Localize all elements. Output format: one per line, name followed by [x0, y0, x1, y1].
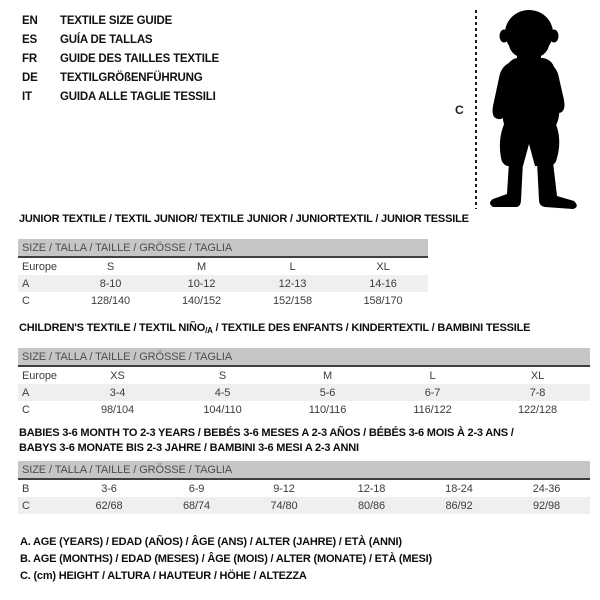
children-section-title: [19, 322, 530, 335]
cell: XL: [530, 369, 545, 382]
cell: 14-16: [369, 277, 397, 290]
size-header-label: SIZE / TALLA / TAILLE / GRÖSSE / TAGLIA: [18, 239, 428, 257]
language-item-fr: [22, 50, 219, 69]
junior-size-header-row: [18, 239, 428, 257]
language-item-it: [22, 88, 219, 107]
language-code: EN: [22, 15, 38, 27]
babies-title-line1: BABIES 3-6 MONTH TO 2-3 YEARS / BEBÉS 3-6 MESES A 2-3 AÑOS / BÉBÉS 3-6 MOIS À 2-3 ANS /: [19, 427, 514, 439]
row-label: C: [22, 403, 30, 416]
children-size-header-row: [18, 348, 590, 366]
row-label: A: [22, 277, 30, 290]
children-title-part2: / TEXTILE DES ENFANTS / KINDERTEXTIL / BAMBINI TESSILE: [212, 322, 531, 334]
cell: 3-4: [109, 386, 126, 399]
cell: 5-6: [319, 386, 336, 399]
cell: M: [322, 369, 333, 382]
junior-size-table: [18, 239, 428, 309]
cell: 7-8: [529, 386, 546, 399]
language-list: [22, 12, 219, 107]
babies-size-table: [18, 461, 590, 514]
row-label: B: [22, 482, 30, 495]
cell: 6-9: [188, 482, 205, 495]
height-measure-line: [475, 10, 477, 209]
cell: 80/86: [357, 499, 386, 512]
measure-c-label: C: [455, 103, 464, 117]
table-row-age: [18, 384, 590, 401]
language-code: ES: [22, 34, 37, 46]
language-code: DE: [22, 72, 38, 84]
cell: 12-18: [357, 482, 386, 495]
table-row-age: [18, 275, 428, 292]
cell: 128/140: [90, 294, 131, 307]
junior-section-title: JUNIOR TEXTILE / TEXTIL JUNIOR/ TEXTILE JUNIOR / JUNIORTEXTIL / JUNIOR TESSILE: [19, 213, 469, 225]
cell: 104/110: [203, 403, 242, 416]
cell: 8-10: [99, 277, 122, 290]
cell: 98/104: [100, 403, 135, 416]
legend-note-a: A. AGE (YEARS) / EDAD (AÑOS) / ÂGE (ANS) / ALTER (JAHRE) / ETÀ (ANNI): [20, 536, 402, 548]
cell: 152/158: [272, 294, 313, 307]
language-code: IT: [22, 91, 32, 103]
children-title-part1: CHILDREN'S TEXTILE / TEXTIL NIÑO: [19, 322, 206, 334]
babies-size-header-row: [18, 461, 590, 479]
language-label: TEXTILGRÖßENFÜHRUNG: [60, 72, 203, 84]
row-label: Europe: [22, 369, 57, 382]
table-row-months: [18, 479, 590, 497]
language-item-es: [22, 31, 219, 50]
babies-title-line2: BABYS 3-6 MONATE BIS 2-3 JAHRE / BAMBINI 3-6 MESI A 2-3 ANNI: [19, 442, 359, 454]
cell: 68/74: [182, 499, 211, 512]
table-row-height: [18, 292, 428, 309]
babies-section-title: [19, 426, 514, 456]
cell: L: [289, 260, 296, 273]
legend-note-c: C. (cm) HEIGHT / ALTURA / HAUTEUR / HÖHE / ALTEZZA: [20, 570, 307, 582]
row-label: Europe: [22, 260, 57, 273]
cell: 62/68: [95, 499, 123, 512]
table-row-height: [18, 497, 590, 514]
children-title-sub: /A: [205, 326, 213, 335]
cell: 158/170: [363, 294, 403, 307]
cell: XS: [110, 369, 125, 382]
language-label: GUIDA ALLE TAGLIE TESSILI: [60, 91, 216, 103]
language-item-de: [22, 69, 219, 88]
cell: XL: [376, 260, 390, 273]
cell: 12-13: [278, 277, 307, 290]
language-item-en: [22, 12, 219, 31]
cell: 110/116: [308, 403, 347, 416]
table-row-europe: [18, 366, 590, 384]
legend-notes: [20, 534, 432, 585]
cell: 116/122: [413, 403, 452, 416]
cell: S: [218, 369, 227, 382]
language-label: GUÍA DE TALLAS: [60, 34, 153, 46]
size-header-label: SIZE / TALLA / TAILLE / GRÖSSE / TAGLIA: [18, 348, 590, 366]
cell: 86/92: [445, 499, 473, 512]
language-label: TEXTILE SIZE GUIDE: [60, 15, 173, 27]
baby-figure: [452, 4, 600, 216]
row-label: C: [22, 294, 30, 307]
row-label: A: [22, 386, 30, 399]
cell: 18-24: [445, 482, 473, 495]
cell: S: [106, 260, 115, 273]
cell: 4-5: [214, 386, 231, 399]
cell: 3-6: [101, 482, 117, 495]
cell: 10-12: [187, 277, 216, 290]
table-row-height: [18, 401, 590, 418]
cell: 92/98: [533, 499, 561, 512]
baby-silhouette-icon: [480, 6, 600, 214]
cell: 9-12: [273, 482, 295, 495]
cell: M: [196, 260, 207, 273]
cell: 6-7: [424, 386, 441, 399]
row-label: C: [22, 499, 30, 512]
cell: L: [429, 369, 436, 382]
table-row-europe: [18, 257, 428, 275]
cell: 24-36: [532, 482, 561, 495]
language-label: GUIDE DES TAILLES TEXTILE: [60, 53, 219, 65]
children-size-table: [18, 348, 590, 418]
cell: 122/128: [517, 403, 558, 416]
language-code: FR: [22, 53, 37, 65]
legend-note-b: B. AGE (MONTHS) / EDAD (MESES) / ÂGE (MOIS) / ALTER (MONATE) / ETÀ (MESI): [20, 553, 432, 565]
size-header-label: SIZE / TALLA / TAILLE / GRÖSSE / TAGLIA: [18, 461, 590, 479]
cell: 74/80: [270, 499, 298, 512]
cell: 140/152: [181, 294, 222, 307]
